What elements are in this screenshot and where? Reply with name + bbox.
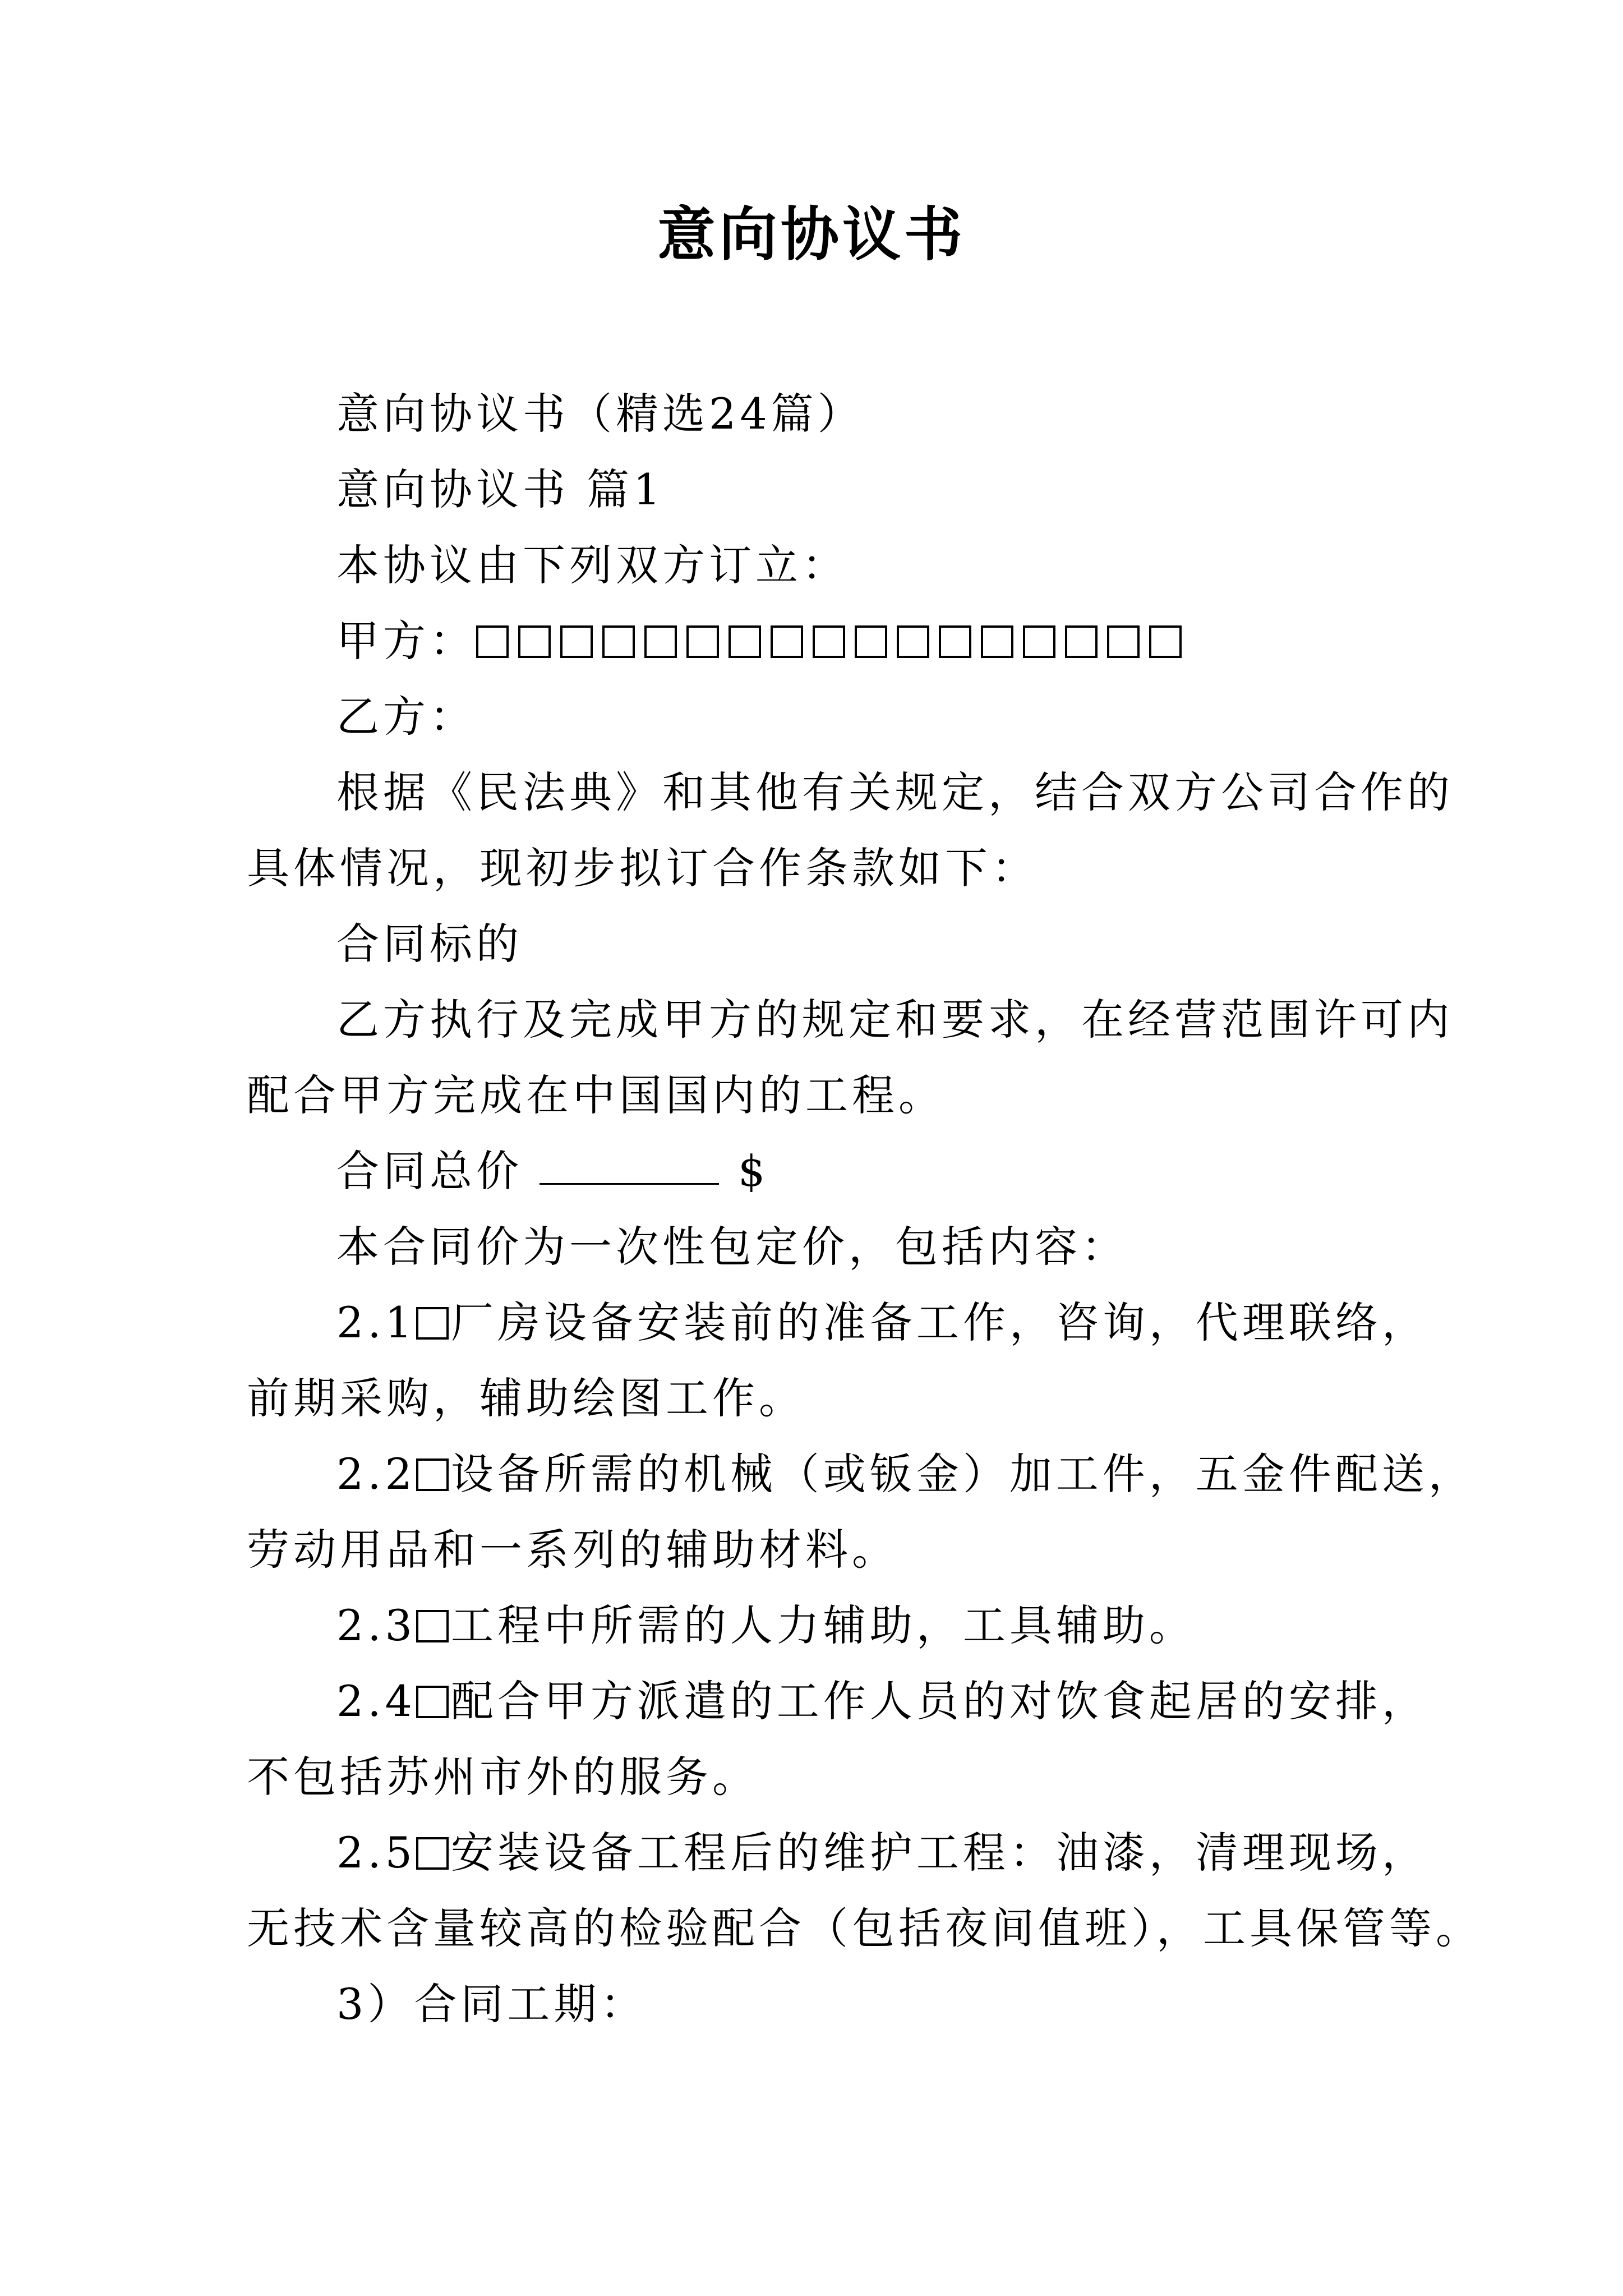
total-price-blank xyxy=(540,1151,719,1185)
period-heading: 3）合同工期： xyxy=(336,1979,647,2029)
checkbox-glyph xyxy=(416,1307,449,1340)
placeholder-box xyxy=(813,625,845,658)
placeholder-box xyxy=(771,625,803,658)
placeholder-box xyxy=(1065,625,1098,658)
checkbox-glyph xyxy=(416,1686,449,1718)
price-note: 本合同价为一次性包定价，包括内容： xyxy=(336,1222,1128,1272)
item-number: 2.5 xyxy=(336,1828,416,1878)
placeholder-box xyxy=(518,625,551,658)
intro-paragraph: 本协议由下列双方订立： xyxy=(336,540,849,590)
party-a-placeholder-boxes xyxy=(476,616,1191,666)
list-item: 2.4 配合甲方派遣的工作人员的对饮食起居的安排， 不包括苏州市外的服务。 xyxy=(247,1676,1428,1802)
checkbox-glyph xyxy=(416,1610,449,1642)
checkbox-glyph xyxy=(416,1837,449,1870)
document-title: 意向协议书 xyxy=(657,200,966,269)
placeholder-box xyxy=(981,625,1013,658)
placeholder-box xyxy=(728,625,761,658)
placeholder-box xyxy=(1023,625,1055,658)
section-heading: 意向协议书 篇1 xyxy=(336,464,665,514)
item-number: 2.3 xyxy=(336,1600,416,1650)
basis-paragraph: 根据《民法典》和其他有关规定，结合双方公司合作的 具体情况，现初步拟订合作条款如下： xyxy=(247,767,1454,893)
placeholder-box xyxy=(855,625,887,658)
placeholder-box xyxy=(686,625,719,658)
party-b-label: 乙方： xyxy=(336,692,476,742)
list-item: 2.3 工程中所需的人力辅助，工具辅助。 xyxy=(336,1600,1196,1650)
list-item: 2.2 设备所需的机械（或钣金）加工件，五金件配送， 劳动用品和一系列的辅助材料。 xyxy=(247,1449,1475,1575)
placeholder-box xyxy=(602,625,635,658)
total-price-label: 合同总价 xyxy=(336,1146,523,1196)
party-b-line xyxy=(247,679,1402,754)
placeholder-box xyxy=(476,625,509,658)
list-item: 2.5 安装设备工程后的维护工程：油漆，清理现场， 无技术含量较高的检验配合（包括夜间值班），工具保管等。 xyxy=(247,1828,1482,1953)
placeholder-box xyxy=(560,625,593,658)
item-number: 2.1 xyxy=(336,1297,416,1347)
placeholder-box xyxy=(644,625,677,658)
placeholder-box xyxy=(939,625,971,658)
party-a-label: 甲方： xyxy=(336,616,476,666)
total-price-currency: $ xyxy=(738,1146,769,1196)
total-price-line xyxy=(247,1133,1402,1209)
item-number: 2.2 xyxy=(336,1449,416,1499)
party-a-line xyxy=(247,603,1402,679)
subject-heading: 合同标的 xyxy=(336,919,523,969)
checkbox-glyph xyxy=(416,1458,449,1491)
list-item: 2.1 厂房设备安装前的准备工作，咨询，代理联络， 前期采购，辅助绘图工作。 xyxy=(247,1297,1428,1423)
placeholder-box xyxy=(897,625,929,658)
placeholder-box xyxy=(1149,625,1182,658)
placeholder-box xyxy=(1107,625,1140,658)
subject-paragraph: 乙方执行及完成甲方的规定和要求，在经营范围许可内 配合甲方完成在中国国内的工程。 xyxy=(247,995,1454,1120)
item-number: 2.4 xyxy=(336,1676,416,1726)
subtitle: 意向协议书（精选24篇） xyxy=(336,389,864,439)
